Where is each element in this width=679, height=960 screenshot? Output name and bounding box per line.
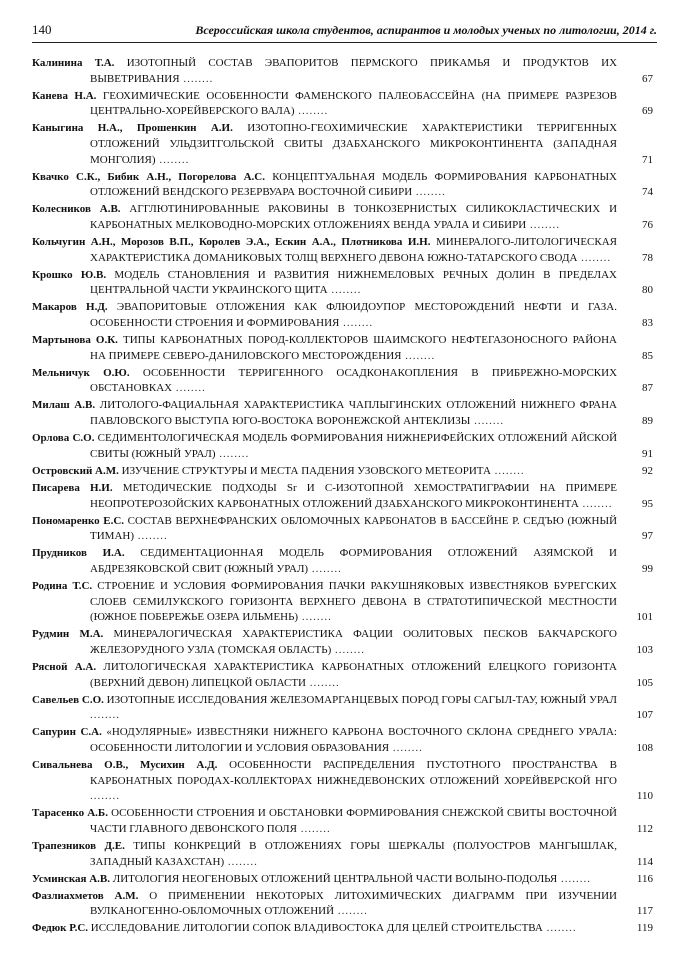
toc-entry bbox=[32, 56, 657, 87]
toc-entry-text bbox=[32, 56, 617, 87]
toc-leader-dots: ........ bbox=[334, 905, 368, 918]
toc-entry bbox=[32, 921, 657, 937]
toc-entry-authors: Канева Н.А. bbox=[32, 89, 97, 102]
toc-entry bbox=[32, 431, 657, 462]
toc-entry-authors: Писарева Н.И. bbox=[32, 481, 113, 494]
toc-entry-title: МОДЕЛЬ СТАНОВЛЕНИЯ И РАЗВИТИЯ НИЖНЕМЕЛОВЫХ РЕЧНЫХ ДОЛИН В ПРЕДЕЛАХ ЦЕНТРАЛЬНОЙ ЧАСТИ УКРАИНСКОГО ЩИТА bbox=[90, 268, 618, 297]
toc-entry-authors: Тарасенко А.Б. bbox=[32, 807, 108, 820]
toc-entry-title: ОСОБЕННОСТИ СТРОЕНИЯ И ОБСТАНОВКИ ФОРМИРОВАНИЯ СНЕЖСКОЙ СВИТЫ ВОСТОЧНОЙ ЧАСТИ ГЛАВНОГО ДЕВОНСКОГО ПОЛЯ bbox=[90, 807, 617, 835]
toc-entry-title: МЕТОДИЧЕСКИЕ ПОДХОДЫ Sr И С-ИЗОТОПНОЙ ХЕМОСТРАТИГРАФИИ НА ПРИМЕРЕ НЕОПРОТЕРОЗОЙСКИХ КАРБОНАТНЫХ ОТЛОЖЕНИЙ ДЗАБХАНСКОГО МИКРОКОНТИНЕНТА bbox=[90, 481, 618, 510]
toc-entry-authors: Орлова С.О. bbox=[32, 432, 95, 445]
toc-leader-dots: ........ bbox=[542, 922, 577, 935]
toc-entry-page: 105 bbox=[636, 676, 653, 689]
toc-entry bbox=[32, 464, 657, 480]
toc-entry-text bbox=[32, 89, 617, 120]
toc-entry-title: О ПРИМЕНЕНИИ НЕКОТОРЫХ ЛИТОХИМИЧЕСКИХ ДИАГРАММ ПРИ ИЗУЧЕНИИ ВУЛКАНОГЕННО-ОБЛОМОЧНЫХ ОТЛОЖЕНИЙ bbox=[90, 889, 617, 918]
toc-entry bbox=[32, 693, 657, 724]
toc-entry-page: 116 bbox=[636, 872, 653, 885]
toc-entry bbox=[32, 806, 657, 837]
toc-entry-authors: Рясной А.А. bbox=[32, 660, 97, 673]
toc-entry-text bbox=[32, 806, 617, 837]
toc-entry bbox=[32, 758, 657, 805]
toc-entry-page: 83 bbox=[642, 317, 653, 329]
toc-leader-dots: ........ bbox=[306, 676, 340, 689]
toc-entry-title: МИНЕРАЛОГО-ЛИТОЛОГИЧЕСКАЯ ХАРАКТЕРИСТИКА ДОМАНИКОВЫХ ТОЛЩ ВЕРХНЕГО ДЕВОНА ЮЖНО-ТАТАРСКОГО СВОДА bbox=[90, 236, 617, 264]
toc-entry-authors: Квачко С.К., Бибик А.Н., Погорелова А.С. bbox=[32, 170, 265, 183]
toc-entry bbox=[32, 660, 657, 691]
toc-entry-title: ЛИТОЛОГИЯ НЕОГЕНОВЫХ ОТЛОЖЕНИЙ ЦЕНТРАЛЬНОЙ ЧАСТИ ВОЛЫНО-ПОДОЛЬЯ bbox=[112, 872, 558, 885]
toc-entry-text bbox=[32, 546, 617, 577]
toc-entry bbox=[32, 627, 657, 658]
toc-entry-title: СТРОЕНИЕ И УСЛОВИЯ ФОРМИРОВАНИЯ ПАЧКИ РАКУШНЯКОВЫХ ИЗВЕСТНЯКОВ БУРЕГСКИХ СЛОЕВ СЕМИЛУКСКОГО ГОРИЗОНТА ВЕРХНЕГО ДЕВОНА В СТРАТОТИПИЧЕСКОЙ МЕСТНОСТИ (ЮЖНОЕ ПОБЕРЕЖЬЕ ОЗЕРА ИЛЬМЕНЬ) bbox=[90, 580, 617, 624]
toc-leader-dots: ........ bbox=[389, 741, 423, 754]
toc-leader-dots: ........ bbox=[308, 562, 342, 575]
toc-entry-text bbox=[32, 660, 617, 691]
toc-entry-text bbox=[32, 268, 617, 299]
running-head: Всероссийская школа студентов, аспирантов и молодых ученых по литологии, 2014 г. bbox=[195, 23, 657, 37]
toc-entry-page: 101 bbox=[636, 611, 653, 624]
toc-entry-page: 95 bbox=[642, 497, 653, 510]
toc-entry-page: 85 bbox=[642, 349, 653, 362]
toc-entry-text bbox=[32, 170, 617, 201]
toc-entry bbox=[32, 514, 657, 545]
toc-entry-text bbox=[32, 514, 617, 545]
toc-leader-dots: ........ bbox=[331, 643, 366, 656]
toc-entry-text bbox=[32, 300, 617, 331]
toc-entry-text bbox=[32, 579, 617, 626]
toc-entry-authors: Сивальнева О.В., Мусихин А.Д. bbox=[32, 759, 218, 772]
toc-leader-dots: ........ bbox=[490, 464, 525, 477]
toc-entry-page: 112 bbox=[636, 822, 653, 835]
toc-leader-dots: ........ bbox=[90, 709, 120, 722]
toc-leader-dots: ........ bbox=[294, 105, 329, 118]
toc-entry-page: 76 bbox=[642, 218, 653, 231]
toc-entry-authors: Федюк Р.С. bbox=[32, 922, 89, 935]
toc-entry-authors: Милаш А.В. bbox=[32, 399, 96, 412]
toc-entry-authors: Пономаренко Е.С. bbox=[32, 514, 125, 527]
toc-entry bbox=[32, 546, 657, 577]
toc-entry-title: ЭВАПОРИТОВЫЕ ОТЛОЖЕНИЯ КАК ФЛЮИДОУПОР МЕСТОРОЖДЕНИЙ НЕФТИ И ГАЗА. ОСОБЕННОСТИ СТРОЕНИЯ И ФОРМИРОВАНИЯ bbox=[90, 301, 617, 329]
toc-entry-title: ТИПЫ КАРБОНАТНЫХ ПОРОД-КОЛЛЕКТОРОВ ШАИМСКОГО НЕФТЕГАЗОНОСНОГО РАЙОНА НА ПРИМЕРЕ СЕВЕРО-ДАНИЛОВСКОГО МЕСТОРОЖДЕНИЯ bbox=[90, 334, 617, 362]
toc-entry bbox=[32, 89, 657, 120]
toc-entry-authors: Рудмин М.А. bbox=[32, 628, 104, 641]
toc-entry-title: ТИПЫ КОНКРЕЦИЙ В ОТЛОЖЕНИЯХ ГОРЫ ШЕРКАЛЫ (ПОЛУОСТРОВ МАНГЫШЛАК, ЗАПАДНЫЙ КАЗАХСТАН) bbox=[90, 840, 617, 868]
toc-entry-title: ОСОБЕННОСТИ ТЕРРИГЕННОГО ОСАДКОНАКОПЛЕНИЯ В ПРИБРЕЖНО-МОРСКИХ ОБСТАНОВКАХ bbox=[90, 366, 618, 395]
toc-entry-page: 110 bbox=[636, 790, 653, 803]
toc-entry-authors: Крошко Ю.В. bbox=[32, 268, 107, 281]
toc-leader-dots: ........ bbox=[90, 790, 120, 803]
toc-entry-authors: Макаров Н.Д. bbox=[32, 301, 108, 314]
toc-leader-dots: ........ bbox=[327, 284, 362, 297]
toc-entry-title: КОНЦЕПТУАЛЬНАЯ МОДЕЛЬ ФОРМИРОВАНИЯ КАРБОНАТНЫХ ОТЛОЖЕНИЙ ВЕНДСКОГО РЕЗЕРВУАРА ВОСТОЧНОЙ СИБИРИ bbox=[90, 170, 617, 199]
toc-entry-title: СЕДИМЕНТАЦИОННАЯ МОДЕЛЬ ФОРМИРОВАНИЯ ОТЛОЖЕНИЙ АЗЯМСКОЙ И АБДРЕЗЯКОВСКОЙ СВИТ (ЮЖНЫЙ УРАЛ) bbox=[90, 547, 617, 575]
toc-entry bbox=[32, 121, 657, 168]
toc-entry-title: ИЗОТОПНЫЙ СОСТАВ ЭВАПОРИТОВ ПЕРМСКОГО ПРИКАМЬЯ И ПРОДУКТОВ ИХ ВЫВЕТРИВАНИЯ bbox=[90, 57, 618, 85]
toc-entry-page: 71 bbox=[642, 153, 653, 166]
toc-entry-title: АГГЛЮТИНИРОВАННЫЕ РАКОВИНЫ В ТОНКОЗЕРНИСТЫХ СИЛИКОКЛАСТИЧЕСКИХ И КАРБОНАТНЫХ МЕЛКОВОДНО-МОРСКИХ ОТЛОЖЕНИЯХ ВЕНДА УРАЛА И СИБИРИ bbox=[90, 203, 618, 231]
toc-leader-dots: ........ bbox=[224, 855, 258, 868]
toc-entry-text bbox=[32, 889, 617, 920]
toc-entry-page: 87 bbox=[642, 382, 653, 395]
toc-entry bbox=[32, 170, 657, 201]
toc-leader-dots: ........ bbox=[172, 382, 206, 395]
toc-entry-title: ИЗОТОПНЫЕ ИССЛЕДОВАНИЯ ЖЕЛЕЗОМАРГАНЦЕВЫХ ПОРОД ГОРЫ САГЫЛ-ТАУ, ЮЖНЫЙ УРАЛ bbox=[106, 693, 617, 706]
toc-entry-authors: Кольчугин А.Н., Морозов В.П., Королев Э.А., Ескин А.А., Плотникова И.Н. bbox=[32, 236, 431, 249]
toc-entry-authors: Калинина Т.А. bbox=[32, 57, 115, 69]
toc-entry-authors: Колесников А.В. bbox=[32, 203, 121, 216]
toc-entry-page: 80 bbox=[642, 284, 653, 297]
toc-entry-text bbox=[32, 693, 617, 724]
page-header bbox=[32, 22, 657, 43]
toc-entry bbox=[32, 398, 657, 429]
toc-leader-dots: ........ bbox=[179, 72, 214, 85]
toc-entry-text bbox=[32, 921, 617, 937]
toc-leader-dots: ........ bbox=[155, 153, 190, 166]
toc-entry-page: 117 bbox=[636, 905, 653, 918]
table-of-contents bbox=[32, 56, 657, 939]
toc-entry-text bbox=[32, 481, 617, 512]
toc-leader-dots: ........ bbox=[401, 349, 436, 362]
toc-leader-dots: ........ bbox=[578, 497, 613, 510]
toc-entry-page: 92 bbox=[642, 464, 653, 477]
toc-entry bbox=[32, 268, 657, 299]
toc-entry-page: 78 bbox=[642, 251, 653, 264]
toc-entry-authors: Мельничук О.Ю. bbox=[32, 366, 130, 379]
toc-entry-text bbox=[32, 202, 617, 233]
toc-entry-text bbox=[32, 235, 617, 266]
toc-entry-authors: Мартынова О.К. bbox=[32, 334, 118, 347]
toc-entry-title: СЕДИМЕНТОЛОГИЧЕСКАЯ МОДЕЛЬ ФОРМИРОВАНИЯ НИЖНЕРИФЕЙСКИХ ОТЛОЖЕНИЙ АЙСКОЙ СВИТЫ (ЮЖНЫЙ УРАЛ) bbox=[90, 432, 618, 460]
toc-leader-dots: ........ bbox=[577, 251, 612, 264]
toc-entry-title: СОСТАВ ВЕРХНЕФРАНСКИХ ОБЛОМОЧНЫХ КАРБОНАТОВ В БАССЕЙНЕ Р. СЕДЪЮ (ЮЖНЫЙ ТИМАН) bbox=[90, 514, 618, 543]
toc-entry-text bbox=[32, 431, 617, 462]
toc-entry-text bbox=[32, 839, 617, 870]
toc-entry bbox=[32, 235, 657, 266]
toc-entry-text bbox=[32, 627, 617, 658]
toc-entry-title: МИНЕРАЛОГИЧЕСКАЯ ХАРАКТЕРИСТИКА ФАЦИИ ООЛИТОВЫХ ПЕСКОВ БАКЧАРСКОГО ЖЕЛЕЗОРУДНОГО УЗЛА (ТОМСКАЯ ОБЛАСТЬ) bbox=[90, 628, 618, 656]
toc-entry-title: ИССЛЕДОВАНИЕ ЛИТОЛОГИИ СОПОК ВЛАДИВОСТОКА ДЛЯ ЦЕЛЕЙ СТРОИТЕЛЬСТВА bbox=[90, 922, 543, 935]
toc-entry-page: 91 bbox=[642, 447, 653, 460]
toc-entry-authors: Усминская А.В. bbox=[32, 872, 110, 885]
toc-leader-dots: ........ bbox=[526, 218, 560, 231]
toc-entry-title: ИЗУЧЕНИЕ СТРУКТУРЫ И МЕСТА ПАДЕНИЯ УЗОВСКОГО МЕТЕОРИТА bbox=[121, 464, 491, 477]
toc-entry-text bbox=[32, 464, 617, 480]
toc-entry bbox=[32, 725, 657, 756]
toc-entry bbox=[32, 366, 657, 397]
toc-entry-authors: Фазлиахметов А.М. bbox=[32, 889, 139, 902]
toc-entry-page: 99 bbox=[642, 562, 653, 575]
toc-entry-page: 69 bbox=[642, 105, 653, 118]
toc-entry bbox=[32, 300, 657, 331]
toc-leader-dots: ........ bbox=[298, 611, 332, 624]
toc-entry-title: ИЗОТОПНО-ГЕОХИМИЧЕСКИЕ ХАРАКТЕРИСТИКИ ТЕРРИГЕННЫХ ОТЛОЖЕНИЙ УЛЬДЗИТГОЛЬСКОЙ СВИТЫ ДЗАБХАНСКОГО МИКРОКОНТИНЕНТА (ЗАПАДНАЯ МОНГОЛИЯ) bbox=[90, 122, 618, 166]
toc-entry-page: 97 bbox=[642, 530, 653, 543]
toc-entry-page: 108 bbox=[636, 741, 653, 754]
toc-entry-text bbox=[32, 366, 617, 397]
toc-entry-authors: Островский А.М. bbox=[32, 464, 119, 477]
toc-entry-title: ЛИТОЛОГИЧЕСКАЯ ХАРАКТЕРИСТИКА КАРБОНАТНЫХ ОТЛОЖЕНИЙ ЕЛЕЦКОГО ГОРИЗОНТА (ВЕРХНИЙ ДЕВОН) ЛИПЕЦКОЙ ОБЛАСТИ bbox=[90, 660, 618, 689]
toc-entry bbox=[32, 333, 657, 364]
toc-entry-authors: Трапезников Д.Е. bbox=[32, 840, 125, 852]
toc-entry-text bbox=[32, 725, 617, 756]
toc-entry-text bbox=[32, 333, 617, 364]
toc-entry-page: 89 bbox=[642, 415, 653, 428]
toc-entry-page: 67 bbox=[642, 72, 653, 85]
toc-entry-authors: Каныгина Н.А., Прошенкин А.И. bbox=[32, 122, 233, 135]
toc-entry bbox=[32, 481, 657, 512]
toc-entry-text bbox=[32, 121, 617, 168]
toc-entry-title: ОСОБЕННОСТИ РАСПРЕДЕЛЕНИЯ ПУСТОТНОГО ПРОСТРАНСТВА В КАРБОНАТНЫХ ПОРОДАХ-КОЛЛЕКТОРАХ НИЖНЕДЕВОНСКИХ ОТЛОЖЕНИЙ ХОРЕЙВЕРСКОЙ НГО bbox=[90, 759, 617, 787]
toc-entry-title: ГЕОХИМИЧЕСКИЕ ОСОБЕННОСТИ ФАМЕНСКОГО ПАЛЕОБАССЕЙНА (НА ПРИМЕРЕ РАЗРЕЗОВ ЦЕНТРАЛЬНО-ХОРЕЙВЕРСКОГО ВАЛА) bbox=[90, 89, 617, 118]
toc-entry-page: 119 bbox=[636, 922, 653, 935]
toc-entry-page: 107 bbox=[636, 709, 653, 722]
toc-entry bbox=[32, 889, 657, 920]
toc-entry-title: ЛИТОЛОГО-ФАЦИАЛЬНАЯ ХАРАКТЕРИСТИКА ЧАПЛЫГИНСКИХ ОТЛОЖЕНИЙ НИЖНЕГО ФРАНА ПАВЛОВСКОГО ВЫСТУПА ЮГО-ВОСТОКА ВОРОНЕЖСКОЙ АНТЕКЛИЗЫ bbox=[90, 399, 618, 428]
toc-entry-authors: Прудников И.А. bbox=[32, 547, 125, 560]
toc-leader-dots: ........ bbox=[557, 872, 591, 885]
toc-entry-page: 103 bbox=[636, 643, 653, 656]
toc-leader-dots: ........ bbox=[296, 822, 331, 835]
toc-leader-dots: ........ bbox=[134, 530, 168, 543]
toc-entry-title: «НОДУЛЯРНЫЕ» ИЗВЕСТНЯКИ НИЖНЕГО КАРБОНА ВОСТОЧНОГО СКЛОНА СРЕДНЕГО УРАЛА: ОСОБЕННОСТИ ЛИТОЛОГИИ И УСЛОВИЯ ОБРАЗОВАНИЯ bbox=[90, 726, 617, 754]
toc-entry-authors: Родина Т.С. bbox=[32, 580, 93, 592]
toc-leader-dots: ........ bbox=[412, 186, 446, 199]
toc-entry-text bbox=[32, 398, 617, 429]
toc-leader-dots: ........ bbox=[470, 415, 505, 428]
toc-entry bbox=[32, 872, 657, 888]
toc-entry-authors: Савельев С.О. bbox=[32, 693, 104, 706]
toc-entry-page: 114 bbox=[636, 855, 653, 868]
page-number: 140 bbox=[32, 22, 52, 37]
toc-entry-text bbox=[32, 872, 617, 888]
toc-leader-dots: ........ bbox=[215, 447, 250, 460]
toc-entry-authors: Сапурин С.А. bbox=[32, 726, 102, 739]
toc-entry bbox=[32, 579, 657, 626]
toc-entry bbox=[32, 839, 657, 870]
toc-leader-dots: ........ bbox=[339, 317, 374, 329]
toc-entry bbox=[32, 202, 657, 233]
toc-entry-text bbox=[32, 758, 617, 805]
toc-entry-page: 74 bbox=[642, 186, 653, 199]
